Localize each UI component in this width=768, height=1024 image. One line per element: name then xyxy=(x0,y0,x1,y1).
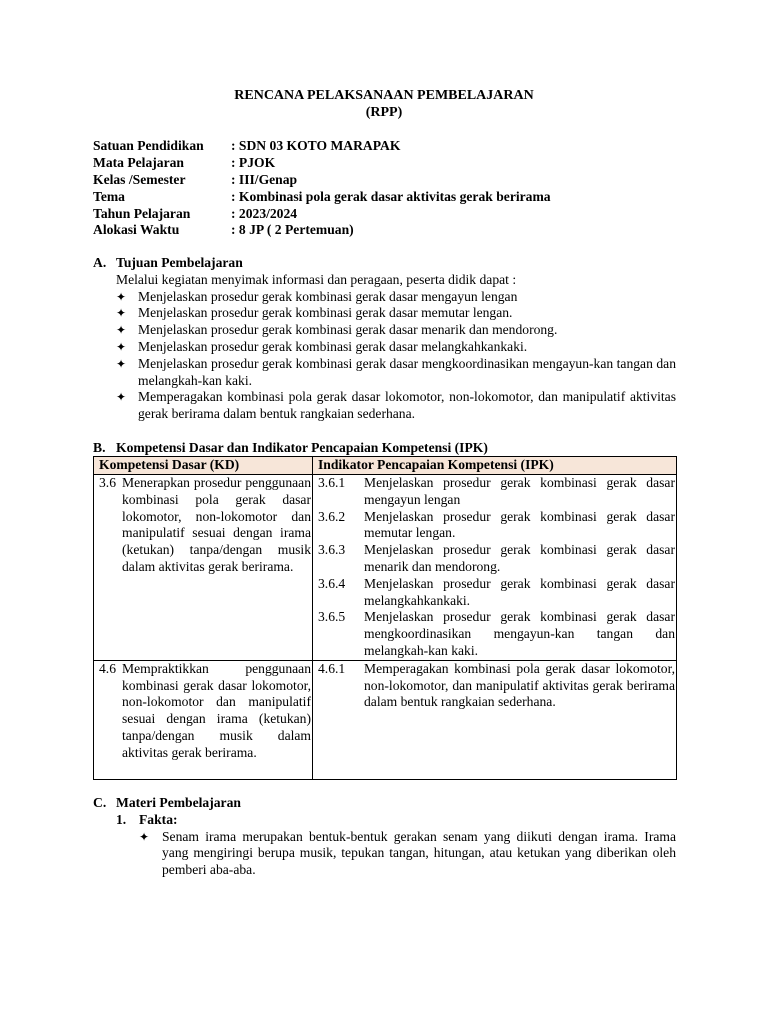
list-item-text: Senam irama merupakan bentuk-bentuk gerakan senam yang diikuti dengan irama. Irama yang mengiringi berupa musik, tepukan tangan, hitungan, atau ketukan yang diberikan oleh pemberi aba-aba. xyxy=(162,828,676,878)
identity-label: Alokasi Waktu xyxy=(93,222,180,238)
section-c xyxy=(93,795,676,879)
ipk-text: Menjelaskan prosedur gerak kombinasi gerak dasar memutar lengan. xyxy=(364,508,675,541)
identity-value: : PJOK xyxy=(231,154,276,170)
identity-value: : SDN 03 KOTO MARAPAK xyxy=(231,138,401,153)
kd-entry xyxy=(99,475,311,576)
section-a xyxy=(93,255,676,423)
list-item xyxy=(93,356,676,390)
identity-row xyxy=(93,222,551,239)
list-item-text: Menjelaskan prosedur gerak kombinasi gerak dasar melangkahkankaki. xyxy=(138,338,528,354)
identity-row xyxy=(93,189,551,206)
identity-label: Mata Pelajaran xyxy=(93,154,184,170)
identity-label: Tema xyxy=(93,188,125,204)
identity-value: : Kombinasi pola gerak dasar aktivitas gerak berirama xyxy=(231,188,551,204)
star-bullet-icon: ✦ xyxy=(116,323,127,338)
list-item xyxy=(93,829,676,879)
ipk-number: 3.6.2 xyxy=(318,508,346,524)
identity-label: Tahun Pelajaran xyxy=(93,205,191,221)
ipk-number: 3.6.1 xyxy=(318,475,346,490)
ipk-text: Menjelaskan prosedur gerak kombinasi gerak dasar mengkoordinasikan mengayun-kan tangan dan melangkah-kan kaki. xyxy=(364,609,675,658)
list-item xyxy=(93,339,676,356)
ipk-cell xyxy=(313,475,677,661)
identity-row xyxy=(93,138,551,155)
identity-value: : III/Genap xyxy=(231,171,298,187)
star-bullet-icon: ✦ xyxy=(116,356,127,371)
section-title: Materi Pembelajaran xyxy=(116,795,241,810)
table-header-row xyxy=(94,457,677,475)
table-row xyxy=(94,475,677,661)
list-item xyxy=(93,289,676,306)
ipk-entry xyxy=(318,509,675,543)
list-item-text: Menjelaskan prosedur gerak kombinasi gerak dasar mengayun lengan xyxy=(138,288,518,304)
subsection-number: 1. xyxy=(116,811,127,827)
list-item-text: Memperagakan kombinasi pola gerak dasar lokomotor, non-lokomotor, dan manipulatif aktivitas gerak berirama dalam bentuk rangkaian sederhana. xyxy=(138,389,676,422)
title-line-2: (RPP) xyxy=(365,104,403,120)
competency-table xyxy=(93,456,677,780)
ipk-text: Memperagakan kombinasi pola gerak dasar lokomotor, non-lokomotor, dan manipulatif aktivitas gerak berirama dalam bentuk rangkaian sederhana. xyxy=(364,660,675,710)
table-row xyxy=(94,660,677,779)
star-bullet-icon: ✦ xyxy=(139,829,150,844)
section-b xyxy=(93,440,676,457)
section-letter: A. xyxy=(93,255,107,270)
section-a-intro: Melalui kegiatan menyimak informasi dan peragaan, peserta didik dapat : xyxy=(116,271,517,287)
section-title: Tujuan Pembelajaran xyxy=(116,255,243,270)
kd-number: 4.6 xyxy=(99,660,116,676)
kd-text: Mempraktikkan penggunaan kombinasi gerak dasar lokomotor, non-lokomotor dan manipulatif sesuai dengan irama (ketukan) tanpa/dengan musik dalam aktivitas gerak berirama. xyxy=(122,660,311,760)
ipk-text: Menjelaskan prosedur gerak kombinasi gerak dasar mengayun lengan xyxy=(364,475,675,507)
ipk-text: Menjelaskan prosedur gerak kombinasi gerak dasar melangkahkankaki. xyxy=(364,575,675,608)
ipk-number: 4.6.1 xyxy=(318,660,346,676)
table-header-kd: Kompetensi Dasar (KD) xyxy=(94,457,313,475)
list-item xyxy=(93,322,676,339)
ipk-number: 3.6.4 xyxy=(318,575,346,591)
ipk-entry xyxy=(318,609,675,659)
ipk-entry xyxy=(318,475,675,509)
identity-label: Kelas /Semester xyxy=(93,171,186,187)
subsection-title: Fakta: xyxy=(139,811,178,827)
section-letter: C. xyxy=(93,795,107,810)
star-bullet-icon: ✦ xyxy=(116,339,127,354)
identity-label: Satuan Pendidikan xyxy=(93,138,204,153)
kd-entry xyxy=(99,661,311,762)
title-line-1: RENCANA PELAKSANAAN PEMBELAJARAN xyxy=(234,88,534,103)
subsection-heading xyxy=(93,812,676,829)
ipk-text: Menjelaskan prosedur gerak kombinasi gerak dasar menarik dan mendorong. xyxy=(364,542,675,574)
document-title xyxy=(0,88,768,122)
section-b-heading xyxy=(93,440,676,457)
star-bullet-icon: ✦ xyxy=(116,306,127,321)
table-header-ipk: Indikator Pencapaian Kompetensi (IPK) xyxy=(313,457,677,475)
list-item-text: Menjelaskan prosedur gerak kombinasi gerak dasar mengkoordinasikan mengayun-kan tangan dan melangkah-kan kaki. xyxy=(138,355,676,388)
kd-number: 3.6 xyxy=(99,475,116,490)
identity-block xyxy=(93,138,551,239)
ipk-cell xyxy=(313,660,677,779)
list-item-text: Menjelaskan prosedur gerak kombinasi gerak dasar memutar lengan. xyxy=(138,305,513,321)
identity-value: : 2023/2024 xyxy=(231,205,298,221)
section-c-heading xyxy=(93,795,676,812)
ipk-number: 3.6.5 xyxy=(318,609,346,625)
identity-row xyxy=(93,172,551,189)
list-item xyxy=(93,305,676,322)
kd-text: Menerapkan prosedur penggunaan kombinasi pola gerak dasar lokomotor, non-lokomotor dan manipulatif sesuai dengan irama (ketukan) tanpa/dengan musik dalam aktivitas gerak berirama. xyxy=(122,475,311,574)
identity-row xyxy=(93,206,551,223)
star-bullet-icon: ✦ xyxy=(116,289,127,304)
list-item-text: Menjelaskan prosedur gerak kombinasi gerak dasar menarik dan mendorong. xyxy=(138,322,558,338)
list-item xyxy=(93,389,676,423)
identity-value: : 8 JP ( 2 Pertemuan) xyxy=(231,222,354,238)
section-a-heading xyxy=(93,255,676,272)
kd-cell xyxy=(94,475,313,661)
ipk-entry xyxy=(318,542,675,576)
kd-cell xyxy=(94,660,313,779)
star-bullet-icon: ✦ xyxy=(116,390,127,405)
section-letter: B. xyxy=(93,440,106,455)
identity-row xyxy=(93,155,551,172)
ipk-number: 3.6.3 xyxy=(318,542,346,558)
ipk-entry xyxy=(318,661,675,711)
section-title: Kompetensi Dasar dan Indikator Pencapaian Kompetensi (IPK) xyxy=(116,440,488,455)
ipk-entry xyxy=(318,576,675,610)
